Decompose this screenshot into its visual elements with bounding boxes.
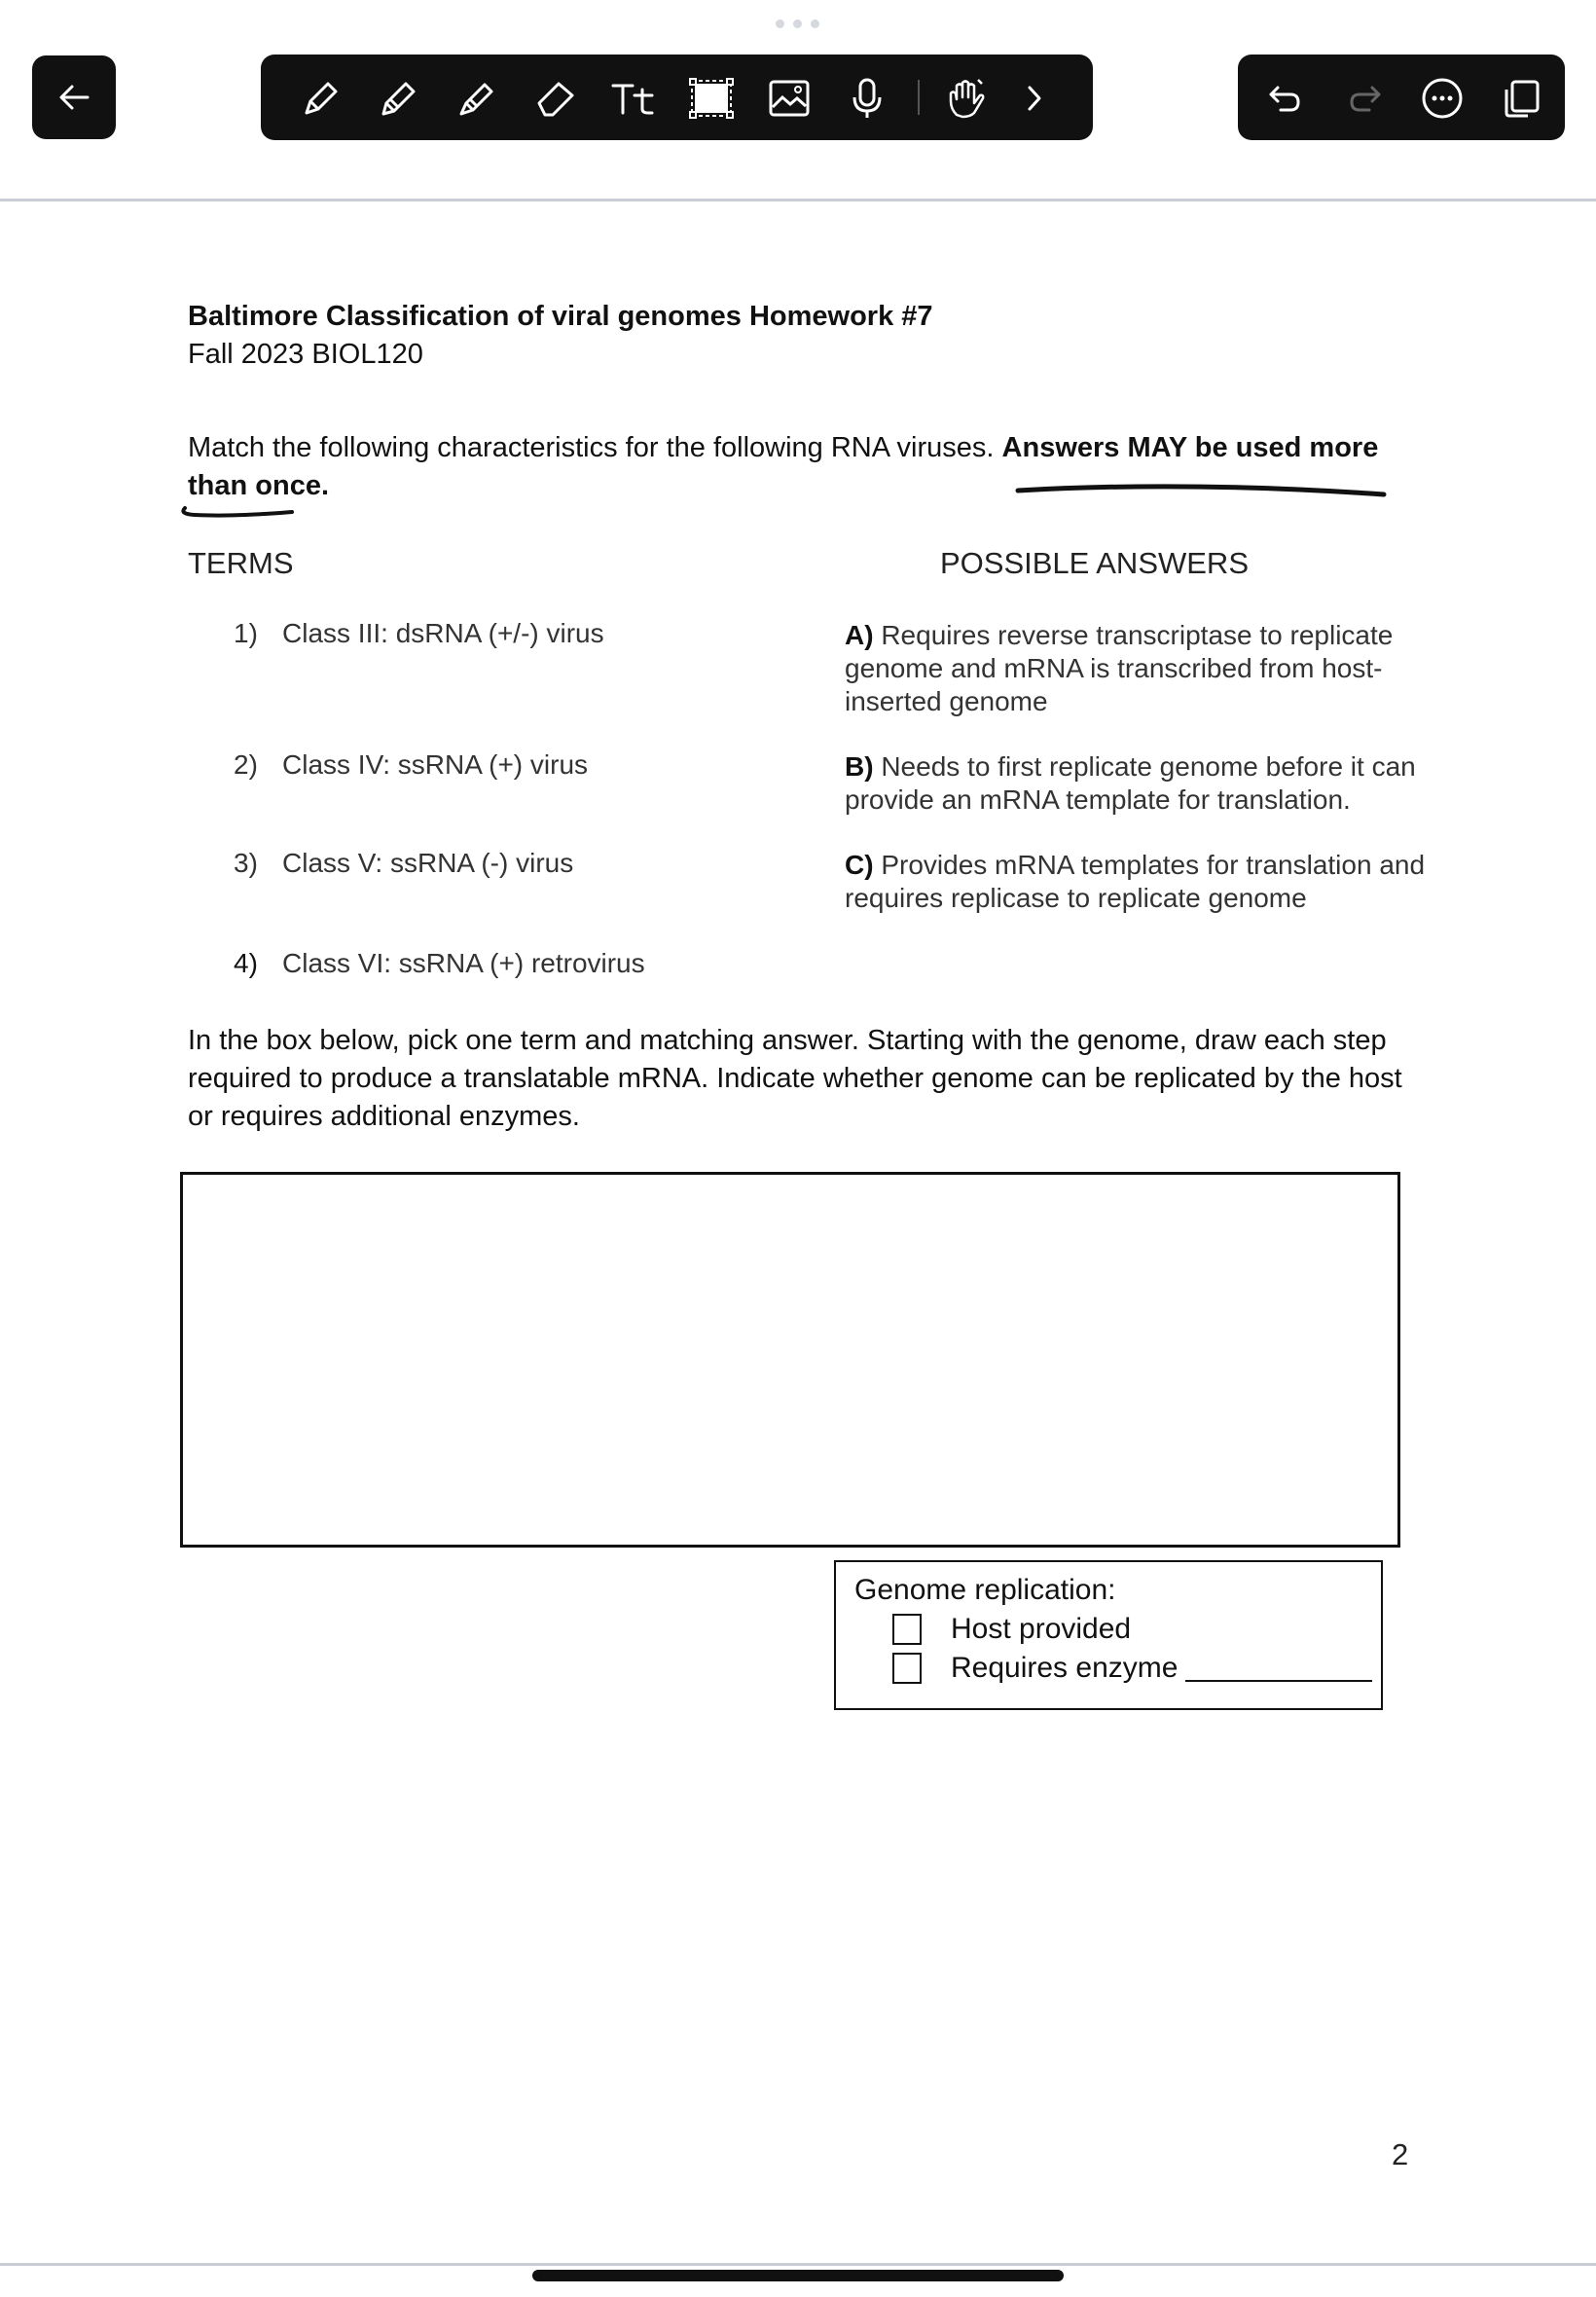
ellipsis-circle-icon [1420,76,1465,121]
worksheet-subtitle: Fall 2023 BIOL120 [188,339,423,370]
ink-underline-right [1012,479,1392,508]
answer-item: C) Provides mRNA templates for translation and requires replicase to replicate genome [845,850,1426,913]
term-item: 3) Class V: ssRNA (-) virus [234,848,574,878]
host-provided-checkbox[interactable] [892,1614,922,1645]
pen-icon [297,74,345,123]
term-item: 2) Class IV: ssRNA (+) virus [234,749,589,780]
instruction-emphasis: Answers MAY be used more than once. [188,432,1379,501]
genome-replication-box [834,1560,1383,1710]
pages-button[interactable] [1495,72,1547,125]
more-options-button[interactable] [1416,72,1469,125]
back-button[interactable] [32,55,116,139]
footer-divider [0,2263,1596,2266]
drawing-instruction: In the box below, pick one term and matching answer. Starting with the genome, draw each step required to produce a translatable mRNA. Indicate whether genome can be replicated by the host or requires additional enzymes. [188,1025,1402,1132]
term-item: 4) Class VI: ssRNA (+) retrovirus [234,948,645,978]
undo-icon [1263,76,1308,121]
text-tt-icon [609,74,658,123]
answers-heading: POSSIBLE ANSWERS [940,546,1249,580]
hand-draw-icon [943,74,992,123]
redo-button[interactable] [1338,72,1391,125]
image-icon [765,74,814,123]
redo-icon [1342,76,1387,121]
window-grabber[interactable] [776,19,819,28]
instruction-text: Match the following characteristics for the following RNA viruses. [188,432,995,463]
requires-enzyme-option[interactable] [892,1652,1372,1685]
highlighter-tool-button[interactable] [449,70,505,127]
requires-enzyme-label: Requires enzyme [951,1652,1179,1684]
requires-enzyme-checkbox[interactable] [892,1653,922,1684]
microphone-icon [843,74,891,123]
pencil-icon [375,74,423,123]
term-item: 1) Class III: dsRNA (+/-) virus [234,618,604,648]
home-indicator[interactable] [532,2270,1064,2281]
host-provided-label: Host provided [951,1613,1132,1645]
pen-tool-button[interactable] [293,70,349,127]
pencil-tool-button[interactable] [371,70,427,127]
enzyme-blank-line[interactable] [1185,1655,1372,1682]
page-number: 2 [1392,2137,1409,2171]
worksheet-title: Baltimore Classification of viral genomes Homework #7 [188,301,933,332]
header-divider [0,199,1596,201]
image-tool-button[interactable] [761,70,817,127]
chevron-right-icon [1010,74,1059,123]
drawing-answer-box[interactable] [180,1172,1400,1548]
document-controls [1238,55,1565,140]
back-arrow-icon [54,78,93,117]
toolbar-separator [918,80,920,115]
more-tools-button[interactable] [1006,70,1063,127]
ink-underline-left [175,485,311,524]
lasso-select-icon [687,74,736,123]
lasso-select-tool-button[interactable] [683,70,740,127]
text-tool-button[interactable] [605,70,662,127]
touch-draw-tool-button[interactable] [939,70,996,127]
terms-heading: TERMS [188,546,294,580]
drawing-toolbar [261,55,1093,140]
eraser-icon [531,74,580,123]
eraser-tool-button[interactable] [527,70,584,127]
highlighter-icon [453,74,501,123]
microphone-tool-button[interactable] [839,70,895,127]
genome-replication-label: Genome replication: [854,1574,1116,1606]
answer-item: B) Needs to first replicate genome before it can provide an mRNA template for translation. [845,751,1416,815]
answer-item: A) Requires reverse transcriptase to replicate genome and mRNA is transcribed from host-inserted genome [845,620,1394,716]
host-provided-option[interactable] [892,1613,1131,1646]
pages-copy-icon [1499,76,1543,121]
undo-button[interactable] [1259,72,1312,125]
